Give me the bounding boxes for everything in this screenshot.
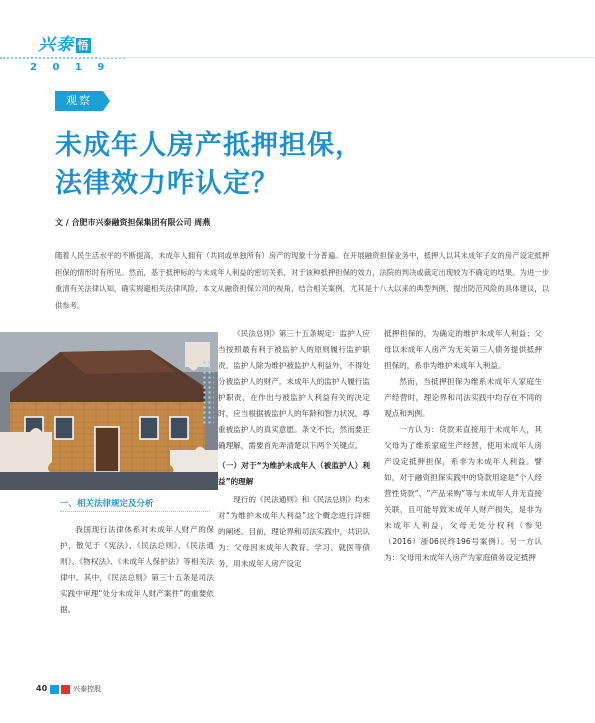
section-heading: 一、相关法律规定及分析 bbox=[60, 499, 154, 509]
section-heading-rule bbox=[60, 511, 210, 512]
subsection-heading: （一）对于“为维护未成年人（被监护人）利益”的理解 bbox=[218, 461, 370, 486]
article-title bbox=[55, 127, 515, 203]
magazine-logo: 兴泰 悟 bbox=[38, 35, 90, 55]
issue-year: 2 0 1 9 bbox=[30, 62, 111, 73]
body-column-2 bbox=[218, 326, 370, 572]
brand-mark-icon bbox=[50, 685, 59, 694]
paragraph: 然而，当抵押担保为维系未成年人家庭生产经营时，理论界和司法实践中均存在不同的观点和判例。 bbox=[384, 377, 542, 418]
logo-mark: 悟 bbox=[77, 39, 90, 52]
footer-brand: 兴泰控股 bbox=[73, 685, 102, 693]
title-line-2: 法律效力咋认定？ bbox=[55, 168, 279, 199]
paragraph: 抵押担保的，为确定的维护未成年人利益；父母以未成年人房产为无关第三人债务提供抵押担保的，系非为维护未成年人利益。 bbox=[384, 329, 542, 370]
title-line-1: 未成年人房产抵押担保， bbox=[55, 130, 363, 161]
byline: 文 / 合肥市兴泰融资担保集团有限公司 周燕 bbox=[55, 217, 211, 227]
page-number: 40 bbox=[36, 684, 48, 693]
section-tag: 观察 bbox=[55, 91, 103, 111]
paragraph: 《民法总则》第三十五条规定：监护人应当按照最有利于被监护人的原则履行监护职责。监护人除为维护被监护人利益外，不得处分被监护人的财产。未成年人的监护人履行监护职责，在作出与被监护人利益有关的决定时，应当根据被监护人的年龄和智力状况，尊重被监护人的真实意愿。条文不长，然而要正确理解，需要首先弄清楚以下两个关键点。 bbox=[218, 329, 370, 450]
houses-puzzle-photo bbox=[0, 332, 218, 490]
paragraph: 我国现行法律体系对未成年人财产的保护，散见于《宪法》、《民法总则》、《民法通则》、《物权法》、《未成年人保护法》等相关法律中。其中，《民法总则》第三十五条是司法实践中审理“处分未成年人财产案件”的重要依据。 bbox=[60, 525, 214, 614]
body-column-3 bbox=[384, 326, 542, 566]
page-footer bbox=[36, 684, 101, 694]
dot-pattern-decoration bbox=[202, 360, 214, 426]
body-column-1 bbox=[60, 522, 214, 618]
paragraph: 一方认为：贷款来直接用于未成年人，其父母为了维系家庭生产经营，使用未成年人房产设定抵押担保，系非为未成年人利益。譬如，对于融资担保实践中的贷款用途是“个人经营性贷款”、“产品采购”等与未成年人并无直接关联，且可能导致未成年人财产损失，是非为未成年人利益，父母无处分权利（参见（2016）浙06民终196号案例）。另一方认为：父母用未成年人房产为家庭债务设定抵押 bbox=[384, 425, 542, 562]
paragraph: 现行的《民法通则》和《民法总则》均未对“为维护未成年人利益”这个概念进行详细的阐述。目前，理论界和司法实践中，共识认为：父母因未成年人教育、学习、就医等债务，用未成年人房产设定 bbox=[218, 495, 370, 568]
intro-paragraph: 随着人民生活水平的不断提高，未成年人拥有（共同或单独所有）房产的现象十分普遍。在开展融资担保业务中，抵押人以其未成年子女的房产设定抵押担保的情形时有所见。然而，基于抵押标的与未成年人利益的密切关系，对于该种抵押担保的效力，法院的判决或裁定出现较为不确定的结果。为进一步重清有关法律认知，确实规避相关法律风险，本文从融资担保公司的视角，结合相关案例，尤其是十八大以来的典型判例，提出防范风险的具体建议，以供参考。 bbox=[55, 251, 549, 310]
brand-mark-red-icon bbox=[61, 685, 70, 694]
masthead-rule bbox=[98, 57, 595, 58]
